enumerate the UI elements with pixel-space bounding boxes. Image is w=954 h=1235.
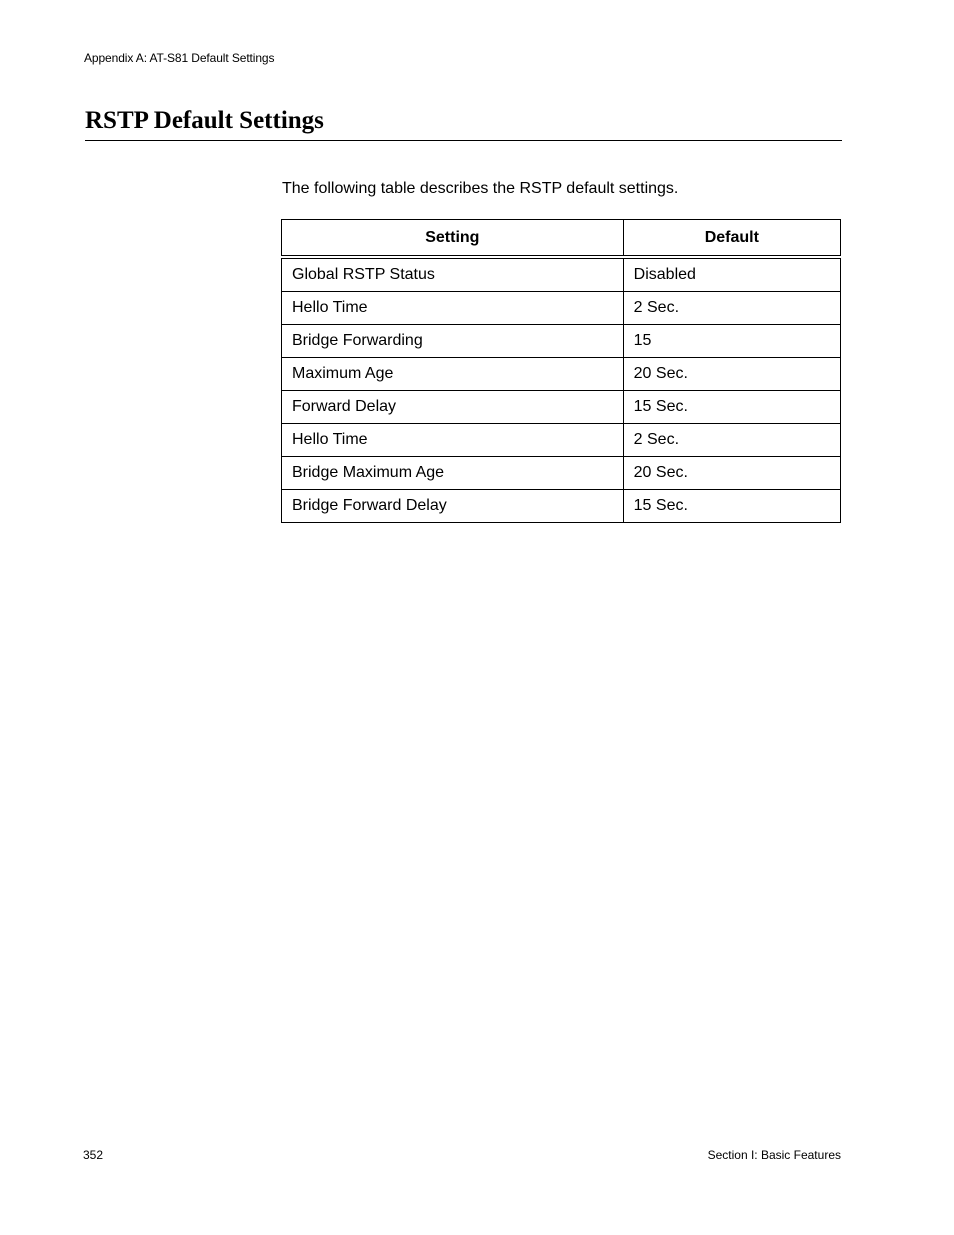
- table-header-row: [282, 220, 841, 258]
- title-rule: [85, 140, 842, 141]
- setting-cell: Bridge Maximum Age: [282, 457, 624, 490]
- setting-cell: Hello Time: [282, 292, 624, 325]
- default-cell: 15 Sec.: [623, 391, 840, 424]
- table-row: [282, 358, 841, 391]
- table-row: [282, 292, 841, 325]
- default-cell: 15 Sec.: [623, 490, 840, 523]
- setting-cell: Maximum Age: [282, 358, 624, 391]
- default-cell: Disabled: [623, 257, 840, 292]
- column-header-setting: Setting: [282, 220, 624, 258]
- column-header-default: Default: [623, 220, 840, 258]
- table-row: [282, 424, 841, 457]
- default-cell: 2 Sec.: [623, 292, 840, 325]
- page-number: 352: [83, 1148, 104, 1162]
- running-header: Appendix A: AT-S81 Default Settings: [84, 51, 275, 65]
- default-cell: 20 Sec.: [623, 457, 840, 490]
- setting-cell: Bridge Forwarding: [282, 325, 624, 358]
- default-cell: 2 Sec.: [623, 424, 840, 457]
- table-row: [282, 490, 841, 523]
- section-title: RSTP Default Settings: [85, 107, 324, 134]
- intro-paragraph: The following table describes the RSTP default settings.: [282, 180, 679, 197]
- table-row: [282, 457, 841, 490]
- table-row: [282, 257, 841, 292]
- table-row: [282, 325, 841, 358]
- setting-cell: Global RSTP Status: [282, 257, 624, 292]
- setting-cell: Hello Time: [282, 424, 624, 457]
- rstp-defaults-table: [281, 219, 841, 523]
- default-cell: 15: [623, 325, 840, 358]
- footer-section-label: Section I: Basic Features: [707, 1148, 841, 1162]
- default-cell: 20 Sec.: [623, 358, 840, 391]
- table-row: [282, 391, 841, 424]
- setting-cell: Forward Delay: [282, 391, 624, 424]
- setting-cell: Bridge Forward Delay: [282, 490, 624, 523]
